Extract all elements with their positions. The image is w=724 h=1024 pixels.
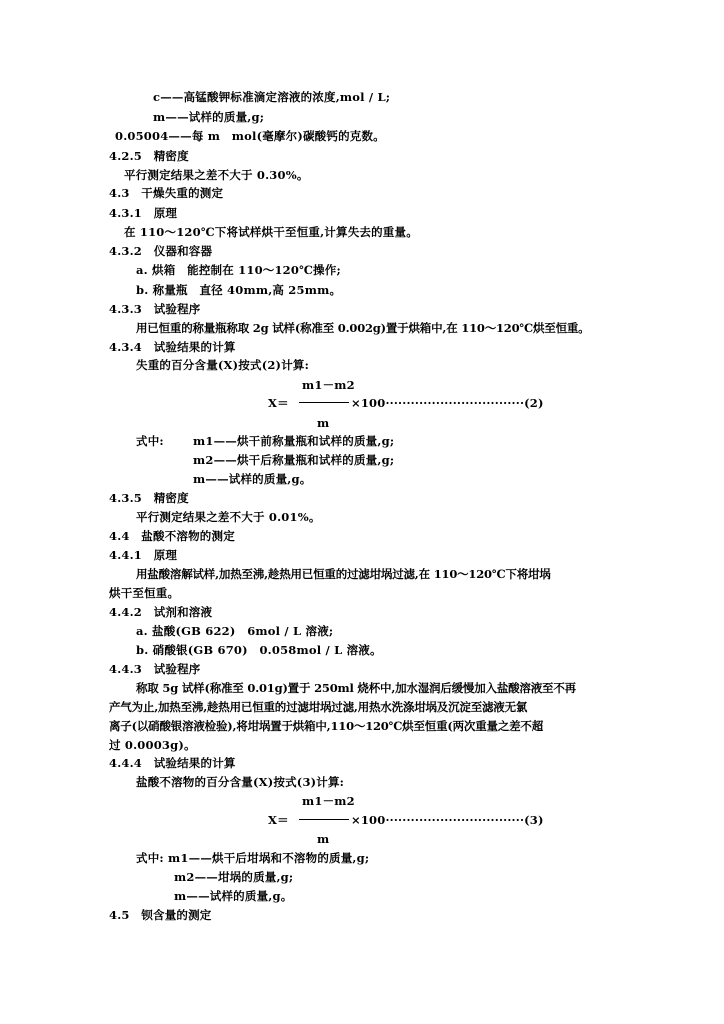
heading-4-4: 4.4 盐酸不溶物的测定: [109, 529, 235, 543]
var-def-c: c——高锰酸钾标准滴定溶液的浓度,mol / L;: [153, 90, 391, 104]
paragraph-continued: 烘干至恒重。: [109, 586, 180, 600]
paragraph-continued: 产气为止,加热至沸,趁热用已恒重的过滤坩埚过滤,用热水洗涤坩埚及沉淀至滤液无氯: [109, 700, 528, 714]
var-def-m: m——试样的质量,g。: [193, 472, 312, 486]
paragraph-continued: 过 0.0003g)。: [109, 738, 196, 752]
var-def-m1: m1——烘干前称量瓶和试样的质量,g;: [193, 434, 395, 448]
var-def-m: m——试样的质量,g。: [174, 889, 293, 903]
formula-3-numerator: m1－m2: [302, 794, 355, 808]
list-item: a. 烘箱 能控制在 110～120℃操作;: [136, 263, 341, 277]
list-item: b. 称量瓶 直径 40mm,高 25mm。: [136, 283, 342, 297]
formula-3-lhs: X＝: [268, 813, 289, 827]
formula-3-fraction-bar: [299, 819, 349, 820]
formula-2-numerator: m1－m2: [302, 378, 355, 392]
heading-4-5: 4.5 钡含量的测定: [109, 908, 212, 922]
paragraph: 盐酸不溶物的百分含量(X)按式(3)计算:: [136, 775, 345, 789]
heading-4-4-3: 4.4.3 试验程序: [109, 662, 201, 676]
paragraph: 称取 5g 试样(称准至 0.01g)置于 250ml 烧杯中,加水湿润后缓慢加入盐酸溶液至不再: [136, 681, 576, 695]
var-def-m1: 式中: m1——烘干后坩埚和不溶物的质量,g;: [136, 851, 370, 865]
paragraph: 用盐酸溶解试样,加热至沸,趁热用已恒重的过滤坩埚过滤,在 110～120℃下将坩埚: [136, 567, 551, 581]
formula-3-rhs: ×100·································(3): [351, 813, 544, 827]
heading-4-3-1: 4.3.1 原理: [109, 206, 178, 220]
heading-4-2-5: 4.2.5 精密度: [109, 149, 189, 163]
var-def-constant: 0.05004——每 m mol(毫摩尔)碳酸钙的克数。: [115, 129, 385, 143]
paragraph: 失重的百分含量(X)按式(2)计算:: [136, 358, 310, 372]
formula-3-denominator: m: [317, 832, 330, 846]
heading-4-4-2: 4.4.2 试剂和溶液: [109, 605, 213, 619]
formula-2-lhs: X＝: [268, 396, 289, 410]
formula-2-rhs: ×100·································(2): [351, 396, 544, 410]
list-item: a. 盐酸(GB 622) 6mol / L 溶液;: [136, 624, 334, 638]
heading-4-3-5: 4.3.5 精密度: [109, 491, 189, 505]
heading-4-4-1: 4.4.1 原理: [109, 548, 178, 562]
formula-2-denominator: m: [317, 416, 330, 430]
paragraph-continued: 离子(以硝酸银溶液检验),将坩埚置于烘箱中,110～120℃烘至恒重(两次重量之差不超: [109, 719, 544, 733]
var-def-m: m——试样的质量,g;: [153, 110, 265, 124]
var-def-m2: m2——坩埚的质量,g;: [174, 870, 294, 884]
heading-4-3-4: 4.3.4 试验结果的计算: [109, 340, 236, 354]
list-item: b. 硝酸银(GB 670) 0.058mol / L 溶液。: [136, 643, 382, 657]
var-def-m2: m2——烘干后称量瓶和试样的质量,g;: [193, 453, 395, 467]
heading-4-3-3: 4.3.3 试验程序: [109, 302, 201, 316]
paragraph: 在 110～120℃下将试样烘干至恒重,计算失去的重量。: [124, 225, 418, 239]
heading-4-4-4: 4.4.4 试验结果的计算: [109, 756, 236, 770]
paragraph: 用已恒重的称量瓶称取 2g 试样(称准至 0.002g)置于烘箱中,在 110～120℃烘至恒重。: [136, 321, 590, 335]
heading-4-3: 4.3 干燥失重的测定: [109, 186, 224, 200]
where-label: 式中:: [136, 434, 164, 448]
formula-2-fraction-bar: [299, 402, 349, 403]
paragraph: 平行测定结果之差不大于 0.01%。: [136, 510, 321, 524]
heading-4-3-2: 4.3.2 仪器和容器: [109, 244, 213, 258]
paragraph: 平行测定结果之差不大于 0.30%。: [124, 168, 309, 182]
